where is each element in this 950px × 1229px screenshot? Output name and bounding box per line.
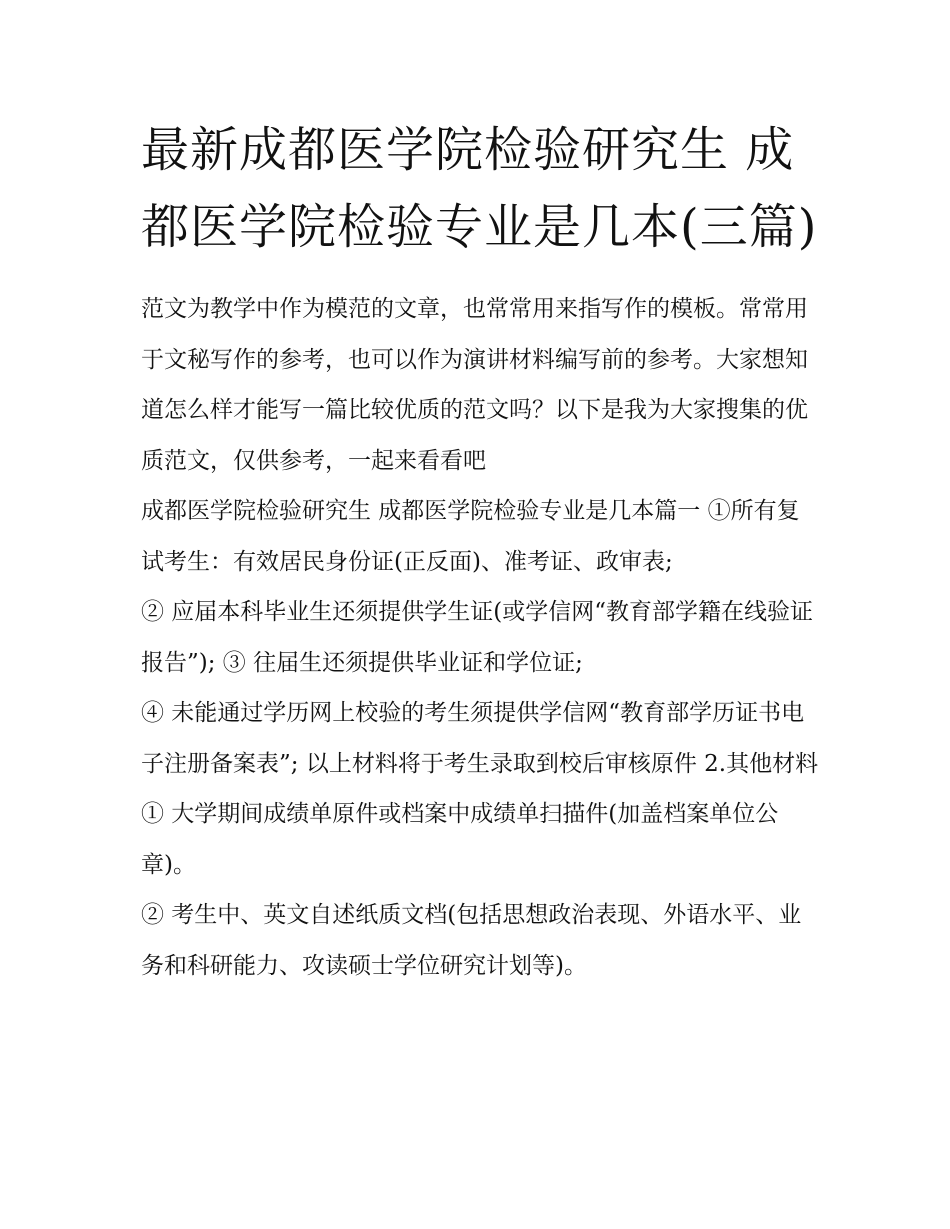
- document-title: 最新成都医学院检验研究生 成都医学院检验专业是几本(三篇): [141, 122, 818, 255]
- paragraph-fresh-graduates: ② 应届本科毕业生还须提供学生证(或学信网“教育部学籍在线验证报告”); ③ 往届生还须提供毕业证和学位证;: [141, 599, 814, 676]
- paragraph-verification: ④ 未能通过学历网上校验的考生须提供学信网“教育部学历证书电子注册备案表”; 以上材料将于考生录取到校后审核原件 2.其他材料: [141, 700, 819, 777]
- paragraph-transcript: ① 大学期间成绩单原件或档案中成绩单扫描件(加盖档案单位公章)。: [141, 801, 779, 878]
- paragraph-required-documents: 成都医学院检验研究生 成都医学院检验专业是几本篇一 ①所有复试考生：有效居民身份证(正反面)、准考证、政审表;: [141, 498, 800, 575]
- paragraph-self-statement: ② 考生中、英文自述纸质文档(包括思想政治表现、外语水平、业务和科研能力、攻读硕士学位研究计划等)。: [141, 902, 802, 979]
- document-body: [141, 284, 820, 991]
- paragraph-intro: 范文为教学中作为模范的文章，也常常用来指写作的模板。常常用于文秘写作的参考，也可以作为演讲材料编写前的参考。大家想知道怎么样才能写一篇比较优质的范文吗？以下是我为大家搜集的优质范文，仅供参考，一起来看看吧: [141, 296, 808, 474]
